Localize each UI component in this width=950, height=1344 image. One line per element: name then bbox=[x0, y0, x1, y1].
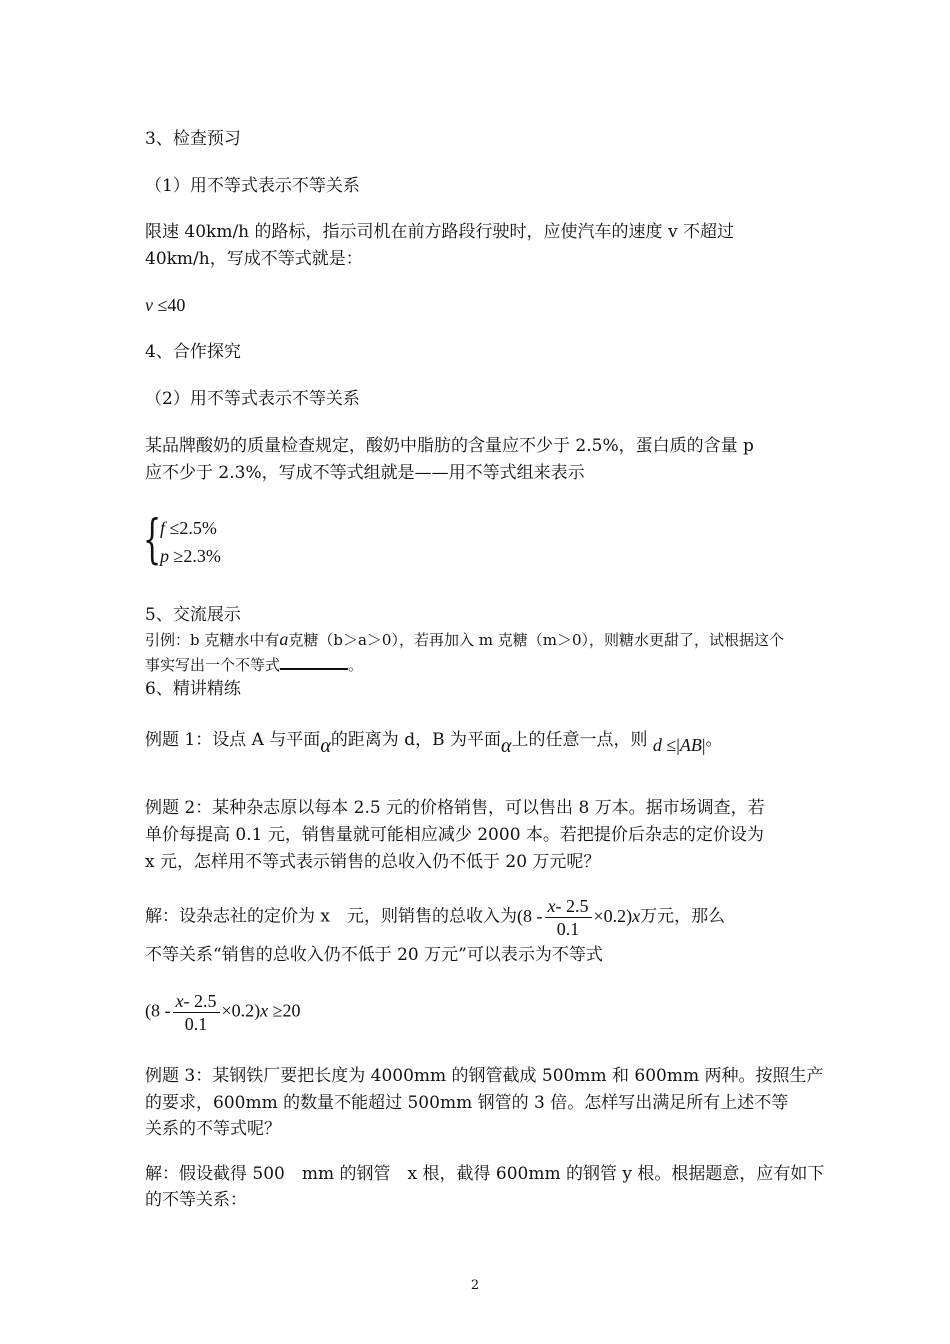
section-5-text-line-1 bbox=[145, 628, 784, 651]
ex2-ineq-x: x bbox=[260, 1000, 269, 1021]
ex2-sol-b: 万元，那么 bbox=[640, 906, 726, 927]
s5-line1-a: 引例：b 克糖水中有 bbox=[145, 631, 280, 649]
alpha-symbol-1: α bbox=[320, 735, 331, 757]
section-4-text-line-2: 应不少于 2.3%，写成不等式组就是——用不等式组来表示 bbox=[145, 463, 585, 483]
example-3-solution-line-2: 的不等关系： bbox=[145, 1190, 247, 1210]
section-3-subtitle: （1）用不等式表示不等关系 bbox=[145, 176, 360, 196]
var-d: d bbox=[652, 735, 662, 755]
section-5-title: 5、交流展示 bbox=[145, 605, 241, 625]
section-6-title: 6、精讲精练 bbox=[145, 679, 241, 699]
ex1-rel: ≤| bbox=[666, 735, 680, 755]
frac1-num-var: x bbox=[547, 896, 556, 916]
section-3-text-line-1: 限速 40km/h 的路标，指示司机在前方路段行驶时，应使汽车的速度 v 不超过 bbox=[145, 222, 734, 242]
fraction-1 bbox=[545, 895, 592, 940]
ex1-t3: 上的任意一点，则 bbox=[511, 730, 648, 750]
ex2-formula-1 bbox=[517, 896, 641, 939]
ex2-open: (8 - bbox=[517, 905, 543, 926]
inequality-speed-rest: ≤40 bbox=[157, 295, 186, 315]
section-3-text-line-2: 40km/h，写成不等式就是： bbox=[145, 249, 363, 269]
section-4-text-line-1: 某品牌酸奶的质量检查规定，酸奶中脂肪的含量应不少于 2.5%，蛋白质的含量 p bbox=[145, 436, 754, 456]
ex1-t1: 例题 1：设点 A 与平面 bbox=[145, 730, 321, 750]
ex2-times: ×0.2) bbox=[593, 905, 633, 926]
answer-blank bbox=[280, 654, 348, 670]
frac2-num-var: x bbox=[175, 991, 184, 1011]
s5-line1-b: 克糖（b＞a＞0），若再加入 m 克糖（m＞0），则糖水更甜了，试根据这个 bbox=[288, 631, 784, 649]
ex2-ineq-rest: ≥20 bbox=[272, 1000, 301, 1021]
example-3-line-3: 关系的不等式呢？ bbox=[145, 1119, 281, 1139]
section-4-subtitle: （2）用不等式表示不等关系 bbox=[145, 389, 360, 409]
system-line-p-rest: ≥2.3% bbox=[173, 546, 221, 566]
example-2-inequality bbox=[145, 990, 301, 1035]
ex2-sol-a: 解：设杂志社的定价为 x 元，则销售的总收入为 bbox=[145, 906, 517, 927]
s5-line2-b: 。 bbox=[348, 656, 364, 674]
example-3-line-2: 的要求，600mm 的数量不能超过 500mm 钢管的 3 倍。怎样写出满足所有上述不等 bbox=[145, 1093, 789, 1113]
var-a: a bbox=[279, 629, 289, 649]
ex1-t4: 。 bbox=[705, 730, 723, 750]
example-3-solution-line-1: 解：假设截得 500 mm 的钢管 x 根，截得 600mm 的钢管 y 根。根据题意，应有如下 bbox=[145, 1164, 825, 1184]
alpha-symbol-2: α bbox=[501, 735, 512, 757]
s5-line2-a: 事实写出一个不等式 bbox=[145, 656, 281, 674]
var-f: f bbox=[160, 518, 166, 538]
system-brace: { bbox=[143, 510, 162, 570]
example-2-solution-line-1 bbox=[145, 895, 725, 940]
frac1-num-rest: - 2.5 bbox=[555, 896, 589, 916]
var-p: p bbox=[160, 546, 169, 566]
example-3-line-1: 例题 3：某钢铁厂要把长度为 4000mm 的钢管截成 500mm 和 600mm 两种。按照生产 bbox=[145, 1066, 824, 1086]
fraction-2 bbox=[173, 990, 220, 1035]
frac2-num-rest: - 2.5 bbox=[183, 991, 217, 1011]
example-1 bbox=[145, 728, 723, 757]
var-v: v bbox=[145, 295, 153, 315]
system-line-f bbox=[160, 517, 217, 539]
system-line-f-rest: ≤2.5% bbox=[169, 518, 217, 538]
ex1-t2: 的距离为 d，B 为平面 bbox=[330, 730, 501, 750]
frac2-den: 0.1 bbox=[184, 1014, 208, 1034]
var-ab: AB bbox=[679, 735, 702, 755]
example-2-line-1: 例题 2：某种杂志原以每本 2.5 元的价格销售，可以售出 8 万本。据市场调查，若 bbox=[145, 798, 765, 818]
inequality-speed bbox=[145, 294, 185, 316]
ex2-x: x bbox=[632, 905, 641, 926]
section-5-text-line-2 bbox=[145, 654, 363, 676]
section-3-title: 3、检查预习 bbox=[145, 129, 241, 149]
ex2-ineq-times: ×0.2) bbox=[221, 1000, 261, 1021]
frac1-den: 0.1 bbox=[556, 919, 580, 939]
system-line-p bbox=[160, 545, 221, 567]
ex1-inequality bbox=[653, 735, 706, 755]
example-2-solution-line-2: 不等关系“销售的总收入仍不低于 20 万元”可以表示为不等式 bbox=[145, 945, 603, 965]
page-number: 2 bbox=[470, 1278, 480, 1293]
example-2-line-2: 单价每提高 0.1 元，销售量就可能相应减少 2000 本。若把提价后杂志的定价设为 bbox=[145, 825, 764, 845]
example-2-line-3: x 元，怎样用不等式表示销售的总收入仍不低于 20 万元呢？ bbox=[145, 852, 601, 872]
section-4-title: 4、合作探究 bbox=[145, 342, 241, 362]
ex1-bar: | bbox=[701, 735, 706, 755]
ex2-ineq-open: (8 - bbox=[145, 1000, 171, 1021]
